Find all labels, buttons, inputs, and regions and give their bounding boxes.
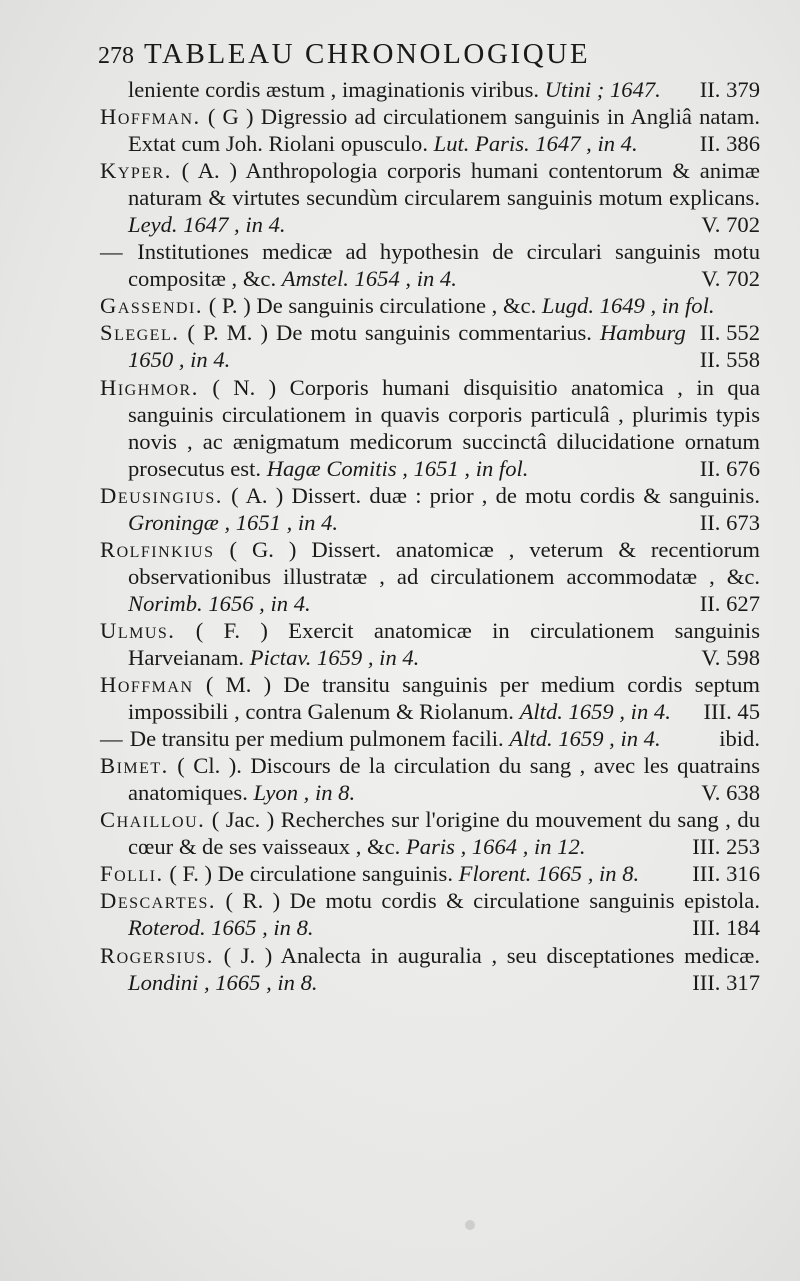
list-item (100, 238, 760, 292)
list-item (100, 157, 760, 238)
entry-author: Rogersius. (100, 942, 214, 968)
list-item (100, 725, 760, 752)
entry-title: ( A. ) Anthropologia corporis humani contentorum & animæ naturam & virtutes secundùm circularem sanguinis motum explicans. (128, 158, 760, 211)
entry-author: Highmor. (100, 374, 199, 400)
entry-reference: V. 702 (701, 212, 760, 238)
entry-reference: V. 702 (701, 266, 760, 292)
list-item (100, 671, 760, 725)
entry-title: ( J. ) Analecta in auguralia , seu disceptationes medicæ. (223, 942, 760, 968)
entry-reference: III. 45 (703, 699, 760, 725)
page-header (98, 38, 758, 78)
entry-title: leniente cordis æstum , imaginationis viribus. (128, 77, 540, 102)
list-item (100, 103, 760, 157)
entry-author: Hoffman. (100, 104, 201, 130)
entry-title: ( M. ) De transitu sanguinis per medium cordis septum impossibili , contra Galenum & Riolanum. (128, 672, 760, 725)
entry-imprint: Norimb. 1656 , in 4. (128, 590, 311, 616)
entry-title: ( P. ) De sanguinis circulatione , &c. (208, 293, 537, 319)
entry-imprint: Leyd. 1647 , in 4. (128, 212, 286, 238)
entry-author: Gassendi. (100, 293, 204, 319)
entry-title: ( Jac. ) Recherches sur l'origine du mouvement du sang , du cœur & de ses vaisseaux , &c. (128, 807, 760, 860)
entry-reference: II. 627 (699, 590, 760, 616)
list-item (100, 942, 760, 996)
entry-author: Deusingius. (100, 482, 223, 508)
list-item (100, 752, 760, 806)
list-item (100, 76, 760, 103)
entry-author: Slegel. (100, 320, 180, 346)
entry-imprint: Altd. 1659 , in 4. (509, 726, 661, 752)
list-item (100, 319, 760, 373)
entry-author: Descartes. (100, 888, 217, 914)
list-item (100, 806, 760, 860)
entry-title: De transitu per medium pulmonem facili. (129, 726, 504, 752)
entry-imprint: Hagæ Comitis , 1651 , in fol. (266, 455, 529, 481)
entry-title: ( N. ) Corporis humani disquisitio anatomica , in qua sanguinis circulationem in quavis corporis particulâ , plurimis typis novis , ac ænigmatum medicorum succinctâ dilucidatione ornatum prosecutus est. (128, 374, 760, 481)
entry-author: Chaillou. (100, 807, 206, 833)
entry-imprint: Lyon , in 8. (253, 780, 356, 806)
entry-author: — (100, 239, 125, 265)
entry-reference: II. 676 (699, 455, 760, 481)
entry-imprint: Groningæ , 1651 , in 4. (128, 509, 339, 535)
entry-imprint: Hamburg 1650 , in 4. (128, 320, 686, 373)
entry-imprint: Amstel. 1654 , in 4. (281, 266, 457, 292)
list-item (100, 536, 760, 617)
list-item (100, 482, 760, 536)
entry-imprint: Lugd. 1649 , in fol. (541, 293, 715, 319)
entry-author: Ulmus. (100, 617, 176, 643)
entry-reference: II. 558 (699, 347, 760, 373)
entry-title: ( F. ) De circulatione sanguinis. (169, 861, 453, 887)
entry-title: ( G. ) Dissert. anatomicæ , veterum & recentiorum observationibus illustratæ , ad circulationem accommodatæ , &c. (128, 536, 760, 589)
entry-title: ( G ) Digressio ad circulationem sanguinis in Angliâ natam. Extat cum Joh. Riolani opusculo. (128, 104, 760, 157)
entry-title: ( F. ) Exercit anatomicæ in circulationem sanguinis Harveianam. (128, 617, 760, 670)
entry-title: ( A. ) Dissert. duæ : prior , de motu cordis & sanguinis. (231, 482, 760, 508)
entry-title: ( P. M. ) De motu sanguinis commentarius. (187, 320, 592, 346)
entry-imprint: Londini , 1665 , in 8. (128, 969, 318, 995)
bibliography-list (100, 76, 760, 996)
entry-author: Folli. (100, 861, 164, 887)
list-item (100, 887, 760, 941)
list-item (100, 860, 760, 887)
entry-reference: III. 317 (692, 969, 760, 995)
entry-imprint: Roterod. 1665 , in 8. (128, 915, 314, 941)
entry-imprint: Altd. 1659 , in 4. (519, 699, 671, 725)
entry-author: Kyper. (100, 158, 172, 184)
entry-reference: V. 638 (701, 780, 760, 806)
list-item (100, 374, 760, 482)
entry-author: Bimet. (100, 753, 169, 779)
list-item (100, 617, 760, 671)
entry-reference: III. 184 (692, 915, 760, 941)
entry-title: ( R. ) De motu cordis & circulatione sanguinis epistola. (225, 888, 760, 914)
entry-imprint: Pictav. 1659 , in 4. (249, 644, 420, 670)
entry-author: Hoffman (100, 672, 194, 698)
entry-imprint: Paris , 1664 , in 12. (405, 834, 586, 860)
paper-stain-mark (465, 1220, 475, 1230)
entry-imprint: Utini ; 1647. (544, 77, 661, 102)
page-number: 278 (98, 43, 134, 69)
entry-title: ( Cl. ). Discours de la circulation du sang , avec les quatrains anatomiques. (128, 753, 760, 806)
entry-reference: V. 598 (701, 644, 760, 670)
entry-title: Institutiones medicæ ad hypothesin de circulari sanguinis motu compositæ , &c. (128, 239, 760, 292)
entry-reference: II. 379 (699, 77, 760, 102)
entry-imprint: Lut. Paris. 1647 , in 4. (433, 131, 638, 157)
entry-imprint: Florent. 1665 , in 8. (458, 861, 640, 887)
entry-reference: III. 253 (692, 834, 760, 860)
entry-reference: II. 552 (699, 320, 760, 346)
entry-reference: II. 386 (699, 131, 760, 157)
entry-reference: II. 673 (699, 509, 760, 535)
entry-author: — (100, 726, 125, 752)
entry-reference: ibid. (719, 726, 760, 752)
entry-reference: III. 316 (692, 861, 760, 887)
entry-author: Rolfinkius (100, 536, 215, 562)
running-title: TABLEAU CHRONOLOGIQUE (144, 38, 591, 70)
